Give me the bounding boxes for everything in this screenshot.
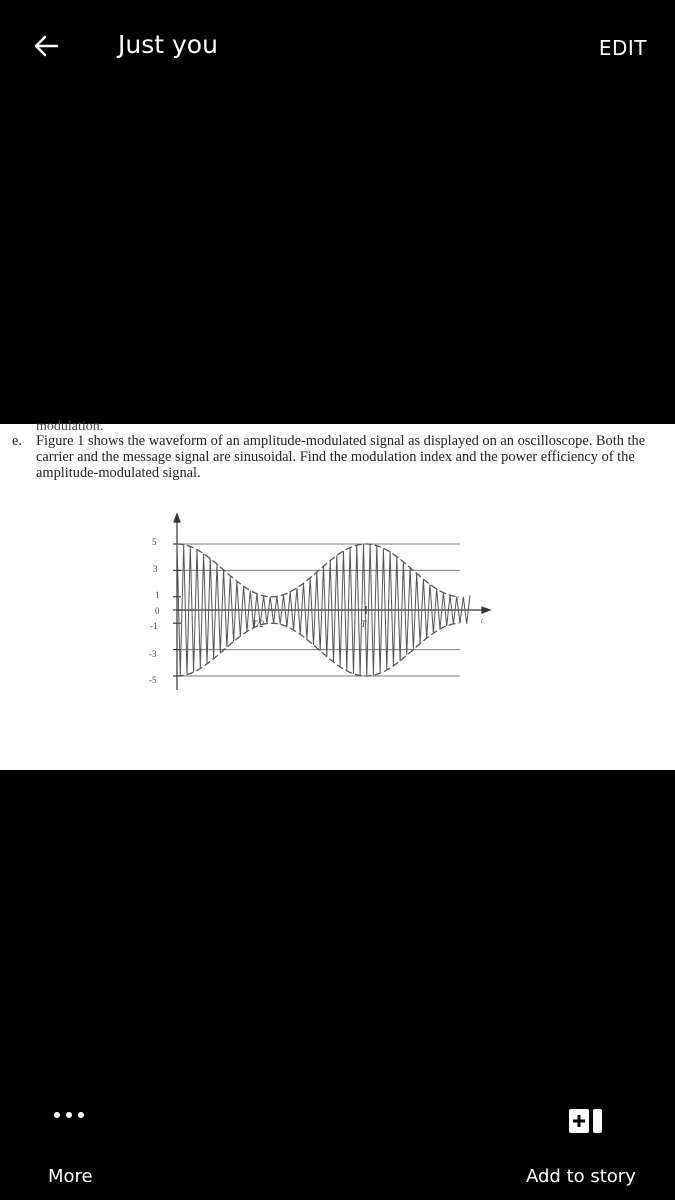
- more-label: More: [48, 1166, 93, 1187]
- more-button[interactable]: [40, 1100, 100, 1190]
- arrow-left-icon: [33, 34, 59, 58]
- question-body: Figure 1 shows the waveform of an amplitude-modulated signal as displayed on an oscilloscope. Both the carrier and the message signal are sinusoidal. Find the modulation index and the power efficiency of the amplitude-modulated signal.: [36, 433, 646, 481]
- y-tick-label: 5: [152, 537, 157, 547]
- period-label: T: [361, 619, 367, 629]
- half-period-label: T/2: [252, 619, 265, 629]
- add-to-story-label: Add to story: [526, 1166, 636, 1187]
- y-tick-label: 0: [155, 606, 160, 616]
- photo: [0, 419, 675, 770]
- time-axis-label: t: [481, 617, 483, 625]
- more-dots-icon: [54, 1112, 84, 1118]
- top-bar: [0, 0, 675, 96]
- edit-button[interactable]: EDIT: [598, 36, 647, 60]
- question-number: e.: [12, 433, 22, 449]
- page-title: Just you: [118, 30, 218, 59]
- y-tick-label: -1: [150, 621, 158, 631]
- bottom-toolbar: [0, 1090, 675, 1200]
- y-tick-label: 1: [155, 590, 160, 600]
- y-tick-label: -3: [149, 649, 157, 659]
- question-text-block: [12, 433, 652, 481]
- y-tick-label: 3: [153, 564, 158, 574]
- add-to-story-icon: [568, 1108, 604, 1134]
- am-waveform-figure: [0, 508, 675, 698]
- x-axis-arrow: [482, 607, 490, 613]
- add-to-story-button[interactable]: [520, 1100, 650, 1190]
- y-tick-label: -5: [149, 675, 157, 685]
- y-axis-arrow: [174, 514, 180, 522]
- cutoff-previous-text: modulation.: [36, 419, 104, 434]
- back-button[interactable]: [26, 26, 66, 66]
